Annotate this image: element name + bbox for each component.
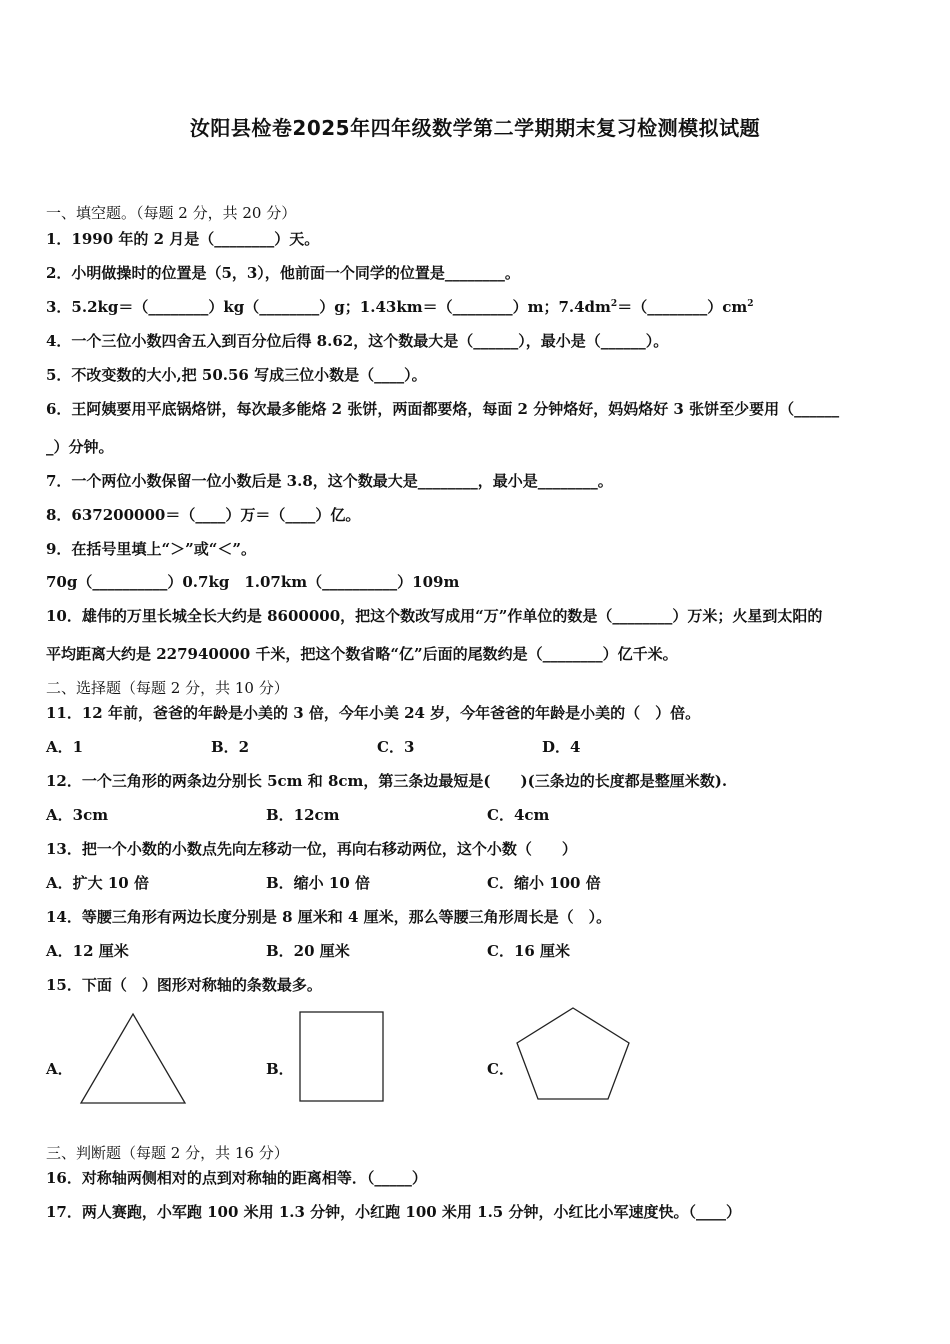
q13-option-a: A．扩大 10 倍 bbox=[46, 874, 149, 892]
q15-option-c: C． bbox=[487, 1060, 514, 1078]
q13-option-c: C．缩小 100 倍 bbox=[487, 874, 601, 892]
pentagon-figure bbox=[514, 1006, 632, 1102]
page-title: 汝阳县检卷2025年四年级数学第二学期期末复习检测模拟试题 bbox=[189, 116, 761, 140]
q14-option-c: C．16 厘米 bbox=[487, 942, 571, 960]
q11-option-b: B．2 bbox=[211, 738, 250, 756]
q15-option-a: A． bbox=[46, 1060, 73, 1078]
question-3 bbox=[46, 296, 753, 317]
question-7: 7．一个两位小数保留一位小数后是 3.8，这个数最大是________，最小是________。 bbox=[46, 472, 613, 490]
question-6-cont: _）分钟。 bbox=[46, 438, 114, 456]
question-2: 2．小明做操时的位置是（5，3），他前面一个同学的位置是________。 bbox=[46, 264, 520, 282]
question-17: 17．两人赛跑，小军跑 100 米用 1.3 分钟，小红跑 100 米用 1.5 分钟，小红比小军速度快。（____） bbox=[46, 1203, 741, 1221]
q14-option-b: B．20 厘米 bbox=[266, 942, 350, 960]
section-true-false: 三、判断题（每题 2 分，共 16 分） bbox=[46, 1144, 289, 1162]
q11-option-a: A．1 bbox=[46, 738, 84, 756]
question-10-cont: 平均距离大约是 227940000 千米，把这个数省略“亿”后面的尾数约是（________）亿千米。 bbox=[46, 645, 678, 663]
q13-option-b: B．缩小 10 倍 bbox=[266, 874, 370, 892]
question-8: 8．637200000＝（____）万＝（____）亿。 bbox=[46, 506, 361, 524]
superscript: 2 bbox=[610, 299, 618, 309]
question-16: 16．对称轴两侧相对的点到对称轴的距离相等．（_____） bbox=[46, 1169, 427, 1187]
question-1: 1．1990 年的 2 月是（________）天。 bbox=[46, 230, 320, 248]
question-6: 6．王阿姨要用平底锅烙饼，每次最多能烙 2 张饼，两面都要烙，每面 2 分钟烙好，妈妈烙好 3 张饼至少要用（______ bbox=[46, 400, 840, 418]
question-12: 12．一个三角形的两条边分别长 5cm 和 8cm，第三条边最短是( )(三条边的长度都是整厘米数). bbox=[46, 772, 728, 790]
section-choice: 二、选择题（每题 2 分，共 10 分） bbox=[46, 679, 289, 697]
question-9-items: 70g（__________）0.7kg 1.07km（__________）109m bbox=[46, 573, 460, 591]
question-15: 15．下面（ ）图形对称轴的条数最多。 bbox=[46, 976, 322, 994]
q11-option-c: C．3 bbox=[377, 738, 415, 756]
question-13: 13．把一个小数的小数点先向左移动一位，再向右移动两位，这个小数（ ） bbox=[46, 840, 577, 858]
section-fill-blank: 一、填空题。（每题 2 分，共 20 分） bbox=[46, 204, 297, 222]
triangle-figure bbox=[78, 1012, 188, 1106]
question-11: 11．12 年前，爸爸的年龄是小美的 3 倍，今年小美 24 岁，今年爸爸的年龄是小美的（ ）倍。 bbox=[46, 704, 701, 722]
square-figure bbox=[298, 1010, 386, 1104]
question-5: 5．不改变数的大小,把 50.56 写成三位小数是（____）。 bbox=[46, 366, 427, 384]
q12-option-a: A．3cm bbox=[46, 806, 109, 824]
question-4: 4．一个三位小数四舍五入到百分位后得 8.62，这个数最大是（______），最小是（______）。 bbox=[46, 332, 669, 350]
q12-option-c: C．4cm bbox=[487, 806, 550, 824]
question-9: 9．在括号里填上“＞”或“＜”。 bbox=[46, 540, 256, 558]
question-3-part1: 3．5.2kg＝（________）kg（________）g；1.43km＝（________）m；7.4dm bbox=[46, 298, 611, 316]
q11-option-d: D．4 bbox=[542, 738, 581, 756]
superscript: 2 bbox=[747, 299, 754, 309]
question-10: 10．雄伟的万里长城全长大约是 8600000，把这个数改写成用“万”作单位的数是（________）万米；火星到太阳的 bbox=[46, 607, 823, 625]
q12-option-b: B．12cm bbox=[266, 806, 340, 824]
q15-option-b: B． bbox=[266, 1060, 294, 1078]
question-14: 14．等腰三角形有两边长度分别是 8 厘米和 4 厘米，那么等腰三角形周长是（ ）。 bbox=[46, 908, 612, 926]
question-3-part2: ＝（________）cm bbox=[617, 298, 748, 316]
q14-option-a: A．12 厘米 bbox=[46, 942, 129, 960]
